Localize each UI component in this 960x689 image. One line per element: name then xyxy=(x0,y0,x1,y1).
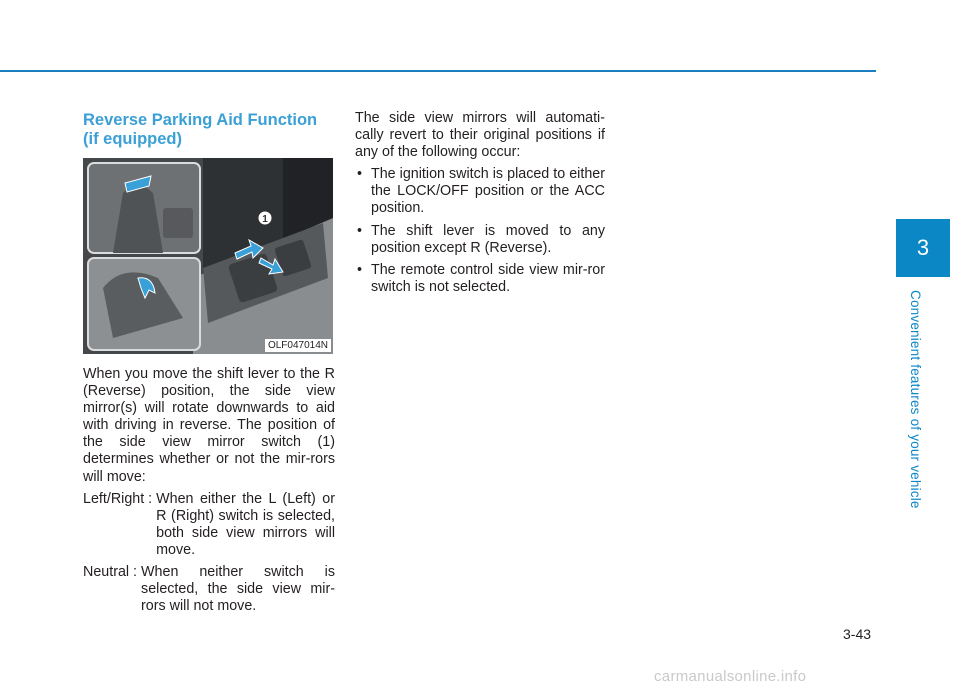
heading-line-1: Reverse Parking Aid Function xyxy=(83,111,318,129)
chapter-tab xyxy=(896,219,950,277)
bullet-icon: • xyxy=(357,166,363,183)
figure-caption: OLF047014N xyxy=(265,339,331,352)
left-column xyxy=(83,366,335,620)
chapter-number: 3 xyxy=(916,235,930,260)
intro-paragraph: When you move the shift lever to the R (Reverse) position, the side view mirror(s) will rotate downwards to aid with driving in reverse. The position of the side view mirror switch (1) determines whether or not the mir-rors will move: xyxy=(83,366,335,485)
list-item-text: The ignition switch is placed to either the LOCK/OFF position or the ACC position. xyxy=(371,166,605,217)
right-column xyxy=(355,110,605,301)
definition-description: When neither switch is selected, the side view mir-rors will not move. xyxy=(141,564,335,615)
watermark-link[interactable]: carmanualsonline.info xyxy=(654,668,807,685)
revert-intro-paragraph: The side view mirrors will automati-cally revert to their original positions if any of the following occur: xyxy=(355,110,605,161)
bullet-icon: • xyxy=(357,222,363,239)
figure-illustration xyxy=(83,158,333,354)
page-number: 3-43 xyxy=(843,626,872,642)
list-item-text: The shift lever is moved to any position except R (Reverse). xyxy=(371,222,605,256)
heading-line-2: (if equipped) xyxy=(83,130,182,148)
bullet-icon: • xyxy=(357,261,363,278)
definition-term: Left/Right : xyxy=(83,490,153,507)
definition-description: When either the L (Left) or R (Right) switch is selected, both side view mirrors will move. xyxy=(156,490,335,558)
section-heading xyxy=(83,111,333,149)
definition-term: Neutral : xyxy=(83,564,138,581)
header-rule xyxy=(0,70,876,72)
chapter-title: Convenient features of your vehicle xyxy=(908,290,923,509)
definition-neutral xyxy=(83,564,335,615)
definition-left-right xyxy=(83,491,335,559)
figure-callout-number: 1 xyxy=(262,214,268,225)
list-item xyxy=(355,262,605,296)
revert-conditions-list xyxy=(355,166,605,296)
list-item-text: The remote control side view mir-ror switch is not selected. xyxy=(371,261,605,295)
list-item xyxy=(355,223,605,257)
list-item xyxy=(355,166,605,217)
mirror-switch-figure xyxy=(83,158,333,354)
